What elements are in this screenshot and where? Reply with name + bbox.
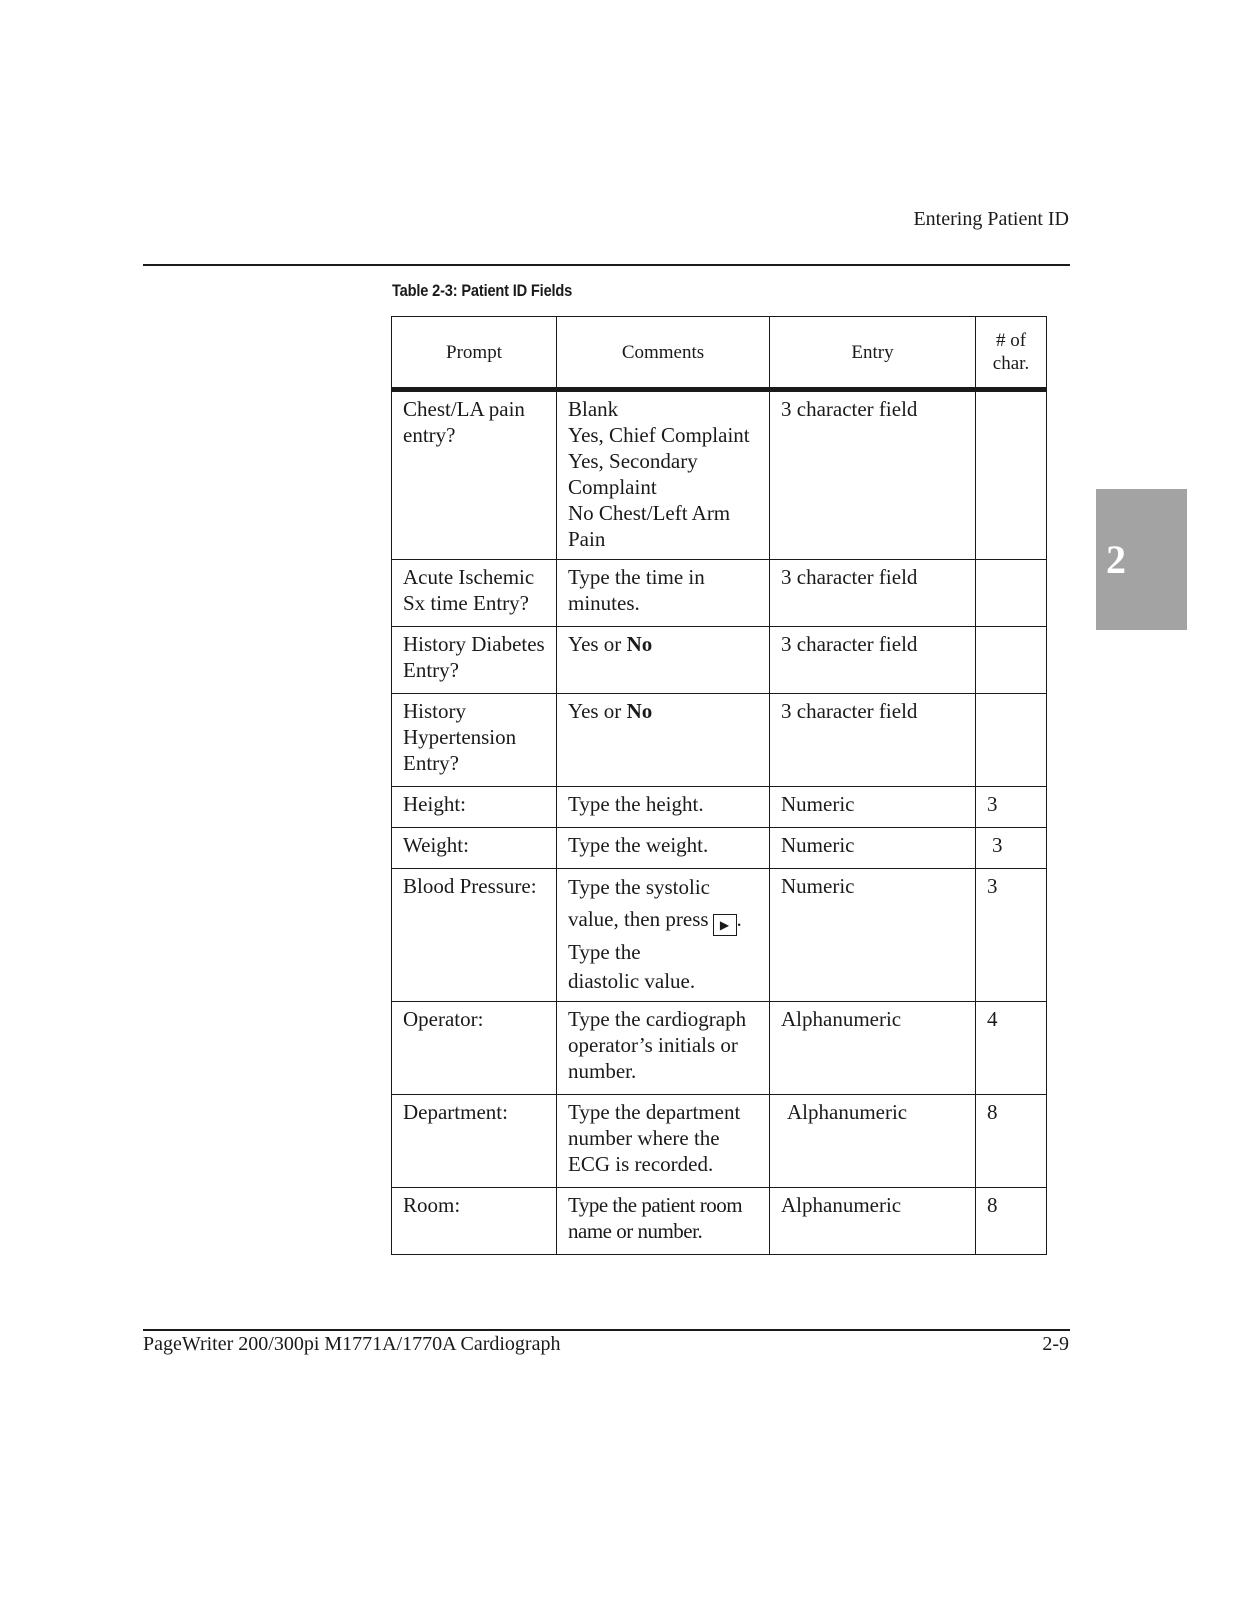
table-row (392, 627, 1047, 694)
cell-prompt: Height: (392, 787, 557, 828)
comment-option: Yes, Secondary Complaint (568, 449, 698, 499)
cell-prompt: Department: (392, 1095, 557, 1188)
comment-line: Type the systolic (568, 875, 711, 899)
table-row (392, 1002, 1047, 1095)
cell-char-count: 8 (976, 1188, 1047, 1255)
comment-default-value: No (626, 632, 653, 656)
cell-char-count: 3 (976, 828, 1047, 869)
table-row (392, 869, 1047, 1002)
cell-comments: Type the patient room name or number. (557, 1188, 770, 1255)
comment-option: Yes, Chief Complaint (568, 423, 750, 447)
comment-line (568, 903, 759, 936)
comment-text: Yes or (568, 699, 627, 723)
table-row (392, 787, 1047, 828)
comment-text: Yes or (568, 632, 627, 656)
cell-prompt: Operator: (392, 1002, 557, 1095)
cell-char-count (976, 390, 1047, 560)
chapter-number: 2 (1106, 537, 1126, 582)
cell-comments: Type the weight. (557, 828, 770, 869)
cell-char-count (976, 627, 1047, 694)
cell-comments (557, 627, 770, 694)
table-row (392, 390, 1047, 560)
cell-char-count (976, 560, 1047, 627)
footer-product-name: PageWriter 200/300pi M1771A/1770A Cardiograph (143, 1333, 561, 1355)
right-arrow-key-icon: ▶ (713, 914, 737, 936)
cell-entry: Numeric (770, 869, 976, 1002)
running-head: Entering Patient ID (913, 208, 1069, 230)
cell-entry: 3 character field (770, 560, 976, 627)
cell-prompt: Chest/LA pain entry? (392, 390, 557, 560)
column-header-char-count: # of char. (976, 317, 1047, 390)
table-row (392, 560, 1047, 627)
cell-char-count (976, 694, 1047, 787)
cell-prompt: Blood Pressure: (392, 869, 557, 1002)
cell-entry: 3 character field (770, 390, 976, 560)
patient-id-fields-table (391, 316, 1047, 1255)
cell-comments (557, 390, 770, 560)
footer-rule (143, 1329, 1070, 1331)
page-number: 2-9 (1042, 1333, 1069, 1355)
cell-prompt: History Hypertension Entry? (392, 694, 557, 787)
cell-char-count: 3 (976, 787, 1047, 828)
cell-prompt: Acute Ischemic Sx time Entry? (392, 560, 557, 627)
cell-char-count: 3 (976, 869, 1047, 1002)
cell-entry: Alphanumeric (770, 1095, 976, 1188)
cell-entry: 3 character field (770, 627, 976, 694)
comment-text: value, then press (568, 907, 709, 931)
comment-text-end: . (736, 907, 742, 931)
cell-entry: Alphanumeric (770, 1188, 976, 1255)
cell-prompt: History Diabetes Entry? (392, 627, 557, 694)
cell-entry: Alphanumeric (770, 1002, 976, 1095)
cell-entry: 3 character field (770, 694, 976, 787)
cell-char-count: 4 (976, 1002, 1047, 1095)
comment-line: diastolic value. (568, 969, 696, 993)
table-row (392, 828, 1047, 869)
cell-comments: Type the height. (557, 787, 770, 828)
comment-option: No Chest/Left Arm Pain (568, 501, 731, 551)
table-row (392, 694, 1047, 787)
cell-comments (557, 694, 770, 787)
chapter-tab (1096, 489, 1187, 630)
cell-prompt: Room: (392, 1188, 557, 1255)
cell-char-count: 8 (976, 1095, 1047, 1188)
comment-option: Blank (568, 397, 619, 421)
cell-entry: Numeric (770, 787, 976, 828)
table-row (392, 1095, 1047, 1188)
comment-line: Type the (568, 940, 641, 964)
comment-default-value: No (626, 699, 653, 723)
cell-comments: Type the department number where the ECG is recorded. (557, 1095, 770, 1188)
column-header-comments: Comments (557, 317, 770, 390)
column-header-entry: Entry (770, 317, 976, 390)
table-row (392, 1188, 1047, 1255)
cell-comments: Type the time in minutes. (557, 560, 770, 627)
cell-prompt: Weight: (392, 828, 557, 869)
cell-entry: Numeric (770, 828, 976, 869)
header-rule (143, 264, 1070, 266)
table-header-row (392, 317, 1047, 390)
table-caption: Table 2-3: Patient ID Fields (392, 281, 573, 300)
cell-comments (557, 869, 770, 1002)
cell-comments: Type the cardiograph operator’s initials or number. (557, 1002, 770, 1095)
column-header-prompt: Prompt (392, 317, 557, 390)
